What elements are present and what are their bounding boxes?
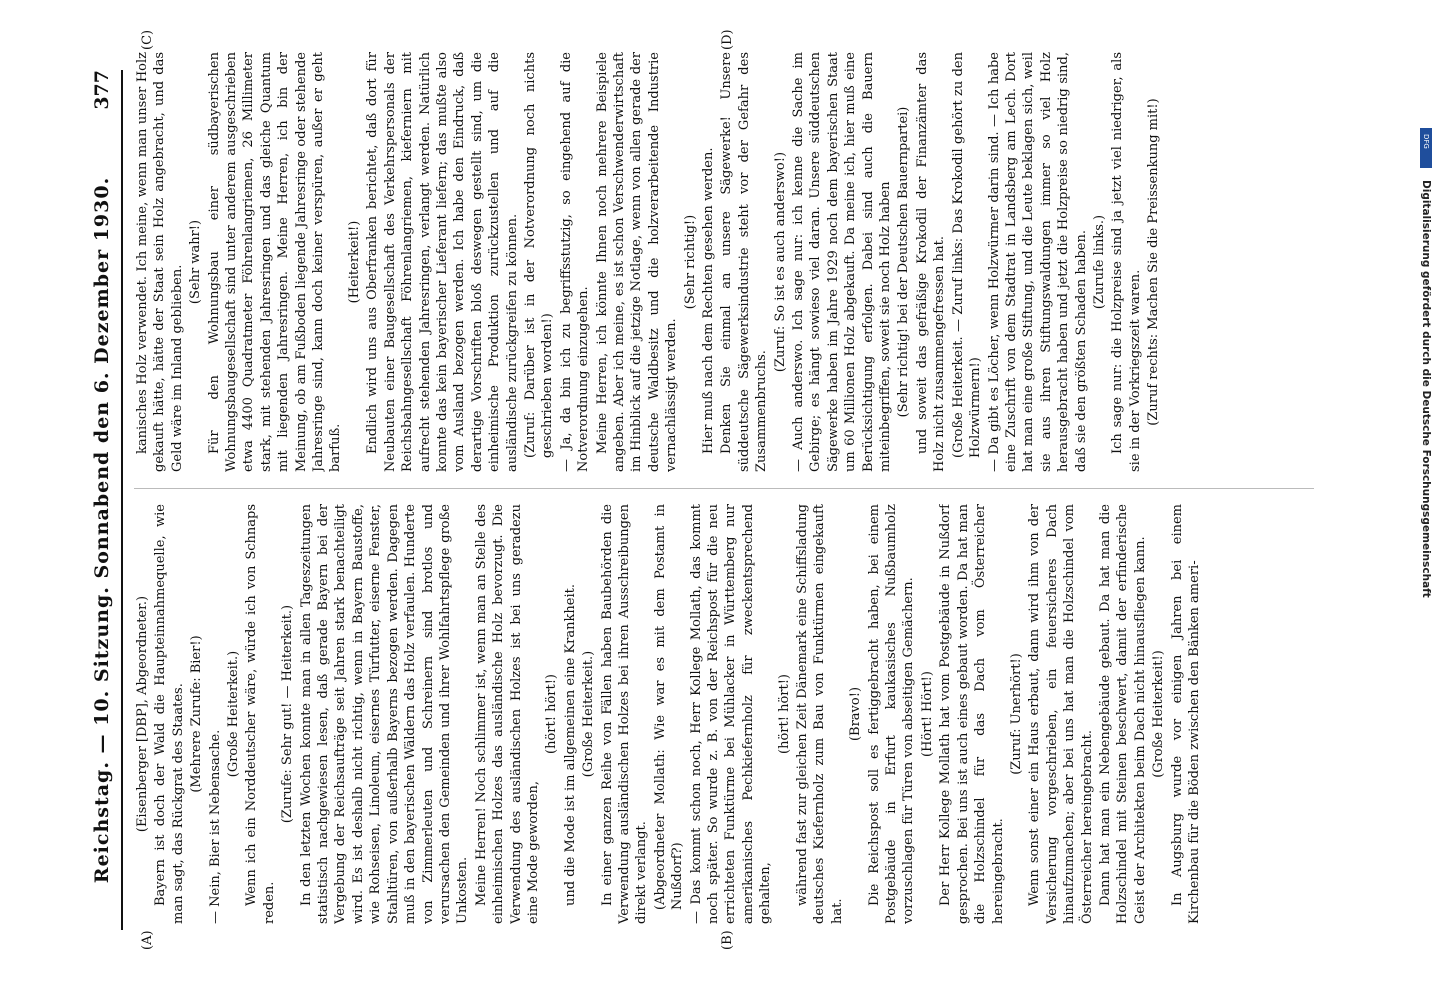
paragraph: (hört! hört!): [776, 674, 792, 754]
digitization-credit: [1418, 120, 1434, 880]
paragraph: — Nein, Bier ist Nebensache.: [207, 729, 223, 924]
margin-mark-d: (D): [720, 29, 735, 50]
paragraph: (Heiterkeit!): [346, 220, 362, 304]
page-header: [85, 70, 123, 930]
paragraph: (Zuruf rechts: Machen Sie die Preissenkung mit!): [1146, 98, 1162, 426]
paragraph: (Abgeordneter Mollath: Wie war es mit dem Postamt in Nußdorf?): [652, 504, 686, 910]
paragraph: (Bravo!): [848, 686, 864, 742]
paragraph: Meine Herren, ich könnte Ihnen noch mehrere Beispiele angeben. Aber ich meine, es ist schon Verschwenderwirtschaft im Hinblick auf die jetzige Notlage, wenn von allen gerade der deutsche Waldbesitz und die holzverarbeitende Industrie vernachlässigt werden.: [594, 52, 680, 472]
right-text-column: [134, 52, 1314, 472]
paragraph: (Zuruf: So ist es auch anderswo!): [772, 151, 788, 373]
paragraph: (hört! hört!): [544, 674, 560, 754]
paragraph: Meine Herren! Noch schlimmer ist, wenn man an Stelle des einheimischen Holzes das ausländische Holz bevorzugt. Die Verwendung des ausländischen Holzes ist bei uns geradezu eine Mode geworden,: [473, 504, 541, 924]
paragraph: (Zurufe links.): [1091, 214, 1107, 310]
paragraph: Bayern ist doch der Wald die Haupteinnahmequelle, wie man sagt, das Rückgrat des Staates.: [153, 504, 186, 924]
paragraph: (Sehr richtig! bei der Deutschen Bauernpartei): [896, 106, 912, 418]
paragraph: während fast zur gleichen Zeit Dänemark eine Schiffsladung deutsches Kiefernholz zum Bau von Funktürmen eingekauft hat.: [795, 504, 845, 924]
paragraph: (Zuruf: Unerhört!): [1008, 653, 1024, 775]
paragraph: — Da gibt es Löcher, wenn Holzwürmer darin sind. — Ich habe eine Zuschrift von dem Stadtrat in Landsberg am Lech. Dort hat man eine große Stiftung, und die Leute beklagen sich, weil sie aus ihren Stiftungswaldungen immer so viel Holz herausgebracht haben und jetzt die Holzpreise so niedrig sind, daß sie den größten Schaden haben.: [986, 52, 1089, 472]
paragraph: (Zurufe: Sehr gut! — Heiterkeit.): [280, 604, 296, 824]
paragraph: (Große Heiterkeit.): [226, 650, 242, 778]
paragraph: kanisches Holz verwendet. Ich meine, wenn man unser Holz gekauft hätte, hätte der Staat sein Holz angebracht, und das Geld wäre im Inland geblieben.: [135, 52, 185, 472]
paragraph: (Zuruf: Darüber ist in der Notverordnung noch nichts geschrieben worden!): [522, 52, 556, 458]
paragraph: und soweit das gefräßige Krokodil der Finanzämter das Holz nicht zusammengefressen hat.: [914, 52, 948, 472]
paragraph: (Hört! Hört!): [919, 671, 935, 757]
page-title: Reichstag. — 10. Sitzung. Sonnabend den 6. Dezember 1930.: [91, 176, 113, 884]
paragraph: (Sehr richtig!): [682, 214, 698, 310]
left-text-column: [134, 504, 1314, 924]
paragraph: — Das kommt schon noch, Herr Kollege Mollath, das kommt noch später. So wurde z. B. von der Reichspost für die neu errichteten Funktürme bei Mühlacker in Württemberg nur amerikanisches Pechkiefernholz für zweckentsprechend gehalten,: [688, 504, 774, 924]
margin-mark-a: (A): [140, 930, 155, 950]
paragraph: (Sehr wahr!): [188, 219, 204, 305]
page-number: 377: [91, 70, 113, 110]
paragraph: — Auch anderswo. Ich sage nur: ich kenne die Sache im Gebirge; es hängt sowieso viel daran. Unsere süddeutschen Sägewerke haben im Jahre 1929 noch dem bayerischen Staat um 60 Millionen Holz abgekauft. Da meine ich, hier muß eine Berücksichtigung erfolgen. Dabei sind auch die Bauern miteinbegriffen, soweit sie noch Holz haben: [791, 52, 894, 472]
paragraph: In den letzten Wochen konnte man in allen Tageszeitungen statistisch nachgewiesen lesen, daß gerade Bayern bei der Vergebung der Reichsaufträge seit Jahren stark benachteiligt wird. Es ist deshalb nicht richtig, wenn in Bayern Baustoffe, wie Rohseisen, Linoleum, eisernes Türfutter, eiserne Fenster, Stahltüren, von außerhalb Bayerns bezogen werden. Dagegen muß in den bayerischen Wäldern das Holz verfaulen. Hunderte von Zimmerleuten und Schreinern sind brotlos und verursachen den Gemeinden und ihrer Wohlfahrtspflege große Unkosten.: [298, 504, 471, 924]
paragraph: Denken Sie einmal an unsere Sägewerke! Unsere süddeutsche Sägewerksindustrie steht vor der Gefahr des Zusammenbruchs.: [719, 52, 770, 472]
paragraph: Dann hat man ein Nebengebäude gebaut. Da hat man die Holzschindel mit Steinen beschwert, damit der erfinderische Geist der Architekten beim Dach nicht hinausfliegen kann.: [1097, 504, 1148, 924]
paragraph: Wenn sonst einer ein Haus erbaut, dann wird ihm von der Versicherung vorgeschrieben, ein feuersicheres Dach hinaufzumachen; aber bei uns hat man die Holzschindel vom Österreicher hereingebracht.: [1027, 504, 1095, 924]
paragraph: (Mehrere Zurufe: Bier!): [189, 635, 205, 793]
paragraph: In einer ganzen Reihe von Fällen haben Baubehörden die Verwendung ausländischen Holzes bei ihren Ausschreibungen direkt verlangt.: [599, 504, 650, 924]
paragraph: Für den Wohnungsbau einer südbayerischen Wohnungsbaugesellschaft sind unter anderem ausgeschrieben etwa 4400 Quadratmeter Föhrenlangriemen, 26 Millimeter stark, mit stehenden Jahresringen und das gleiche Quantum mit liegenden Jahresringen. Meine Herren, ich bin der Meinung, ob am Fußboden liegende Jahresringe oder stehende Jahresringe sind, kann doch keiner verspüren, außer er geht barfuß.: [206, 52, 344, 472]
paragraph: Hier muß nach dem Rechten gesehen werden.: [701, 147, 716, 454]
paragraph: Ich sage nur: die Holzpreise sind ja jetzt viel niedriger, als sie in der Vorkriegszeit waren.: [1110, 52, 1143, 472]
dfg-logo: DFG: [1420, 128, 1432, 168]
margin-mark-b: (B): [720, 930, 735, 950]
paragraph: (Große Heiterkeit!): [1151, 650, 1167, 778]
paragraph: und die Mode ist im allgemeinen eine Krankheit.: [562, 584, 578, 906]
margin-mark-c: (C): [140, 29, 155, 50]
paragraph: (Große Heiterkeit.): [581, 650, 597, 778]
paragraph: Wenn ich ein Norddeutscher wäre, würde ich von Schnaps reden.: [244, 504, 277, 924]
credit-text: Digitalisierung gefördert durch die Deutsche Forschungsgemeinschaft: [1420, 180, 1432, 598]
paragraph: Endlich wird uns aus Oberfranken berichtet, daß dort für Neubauten einer Baugesellschaft des Verkehrspersonals der Reichsbahngesellschaft Föhrenlangriemen, kieferniern mit aufrecht stehenden Jahresringen, verlangt werden. Natürlich konnte das kein bayerischer Lieferant liefern; das mußte also vom Ausland bezogen werden. Ich habe den Eindruck, daß derartige Vorschriften bloß deswegen gestellt sind, um die einheimische Produktion zurückzustellen und auf die ausländische zurückgreifen zu können.: [365, 52, 520, 472]
paragraph: (Große Heiterkeit. — Zuruf links: Das Krokodil gehört zu den Holzwürmern!): [950, 52, 984, 458]
column-divider: [134, 488, 1314, 489]
paragraph: In Augsburg wurde vor einigen Jahren bei einem Kirchenbau für die Böden zwischen den Bänken ameri-: [1169, 504, 1202, 924]
paragraph: — Ja, da bin ich zu begriffsstutzig, so eingehend auf die Notverordnung einzugehen.: [558, 52, 592, 472]
paragraph: (Eisenberger [DBP], Abgeordneter.): [135, 595, 150, 833]
paragraph: Der Herr Kollege Mollath hat vom Postgebäude in Nußdorf gesprochen. Bei uns ist auch eines gebaut worden. Da hat man die Holzschindel für das Dach vom Österreicher hereingebracht.: [938, 504, 1006, 924]
paragraph: Die Reichspost soll es fertiggebracht haben, bei einem Postgebäude in Erfurt kaukasisches Nußbaumholz vorzuschlagen für Türen von abseitigen Gemächern.: [866, 504, 917, 924]
